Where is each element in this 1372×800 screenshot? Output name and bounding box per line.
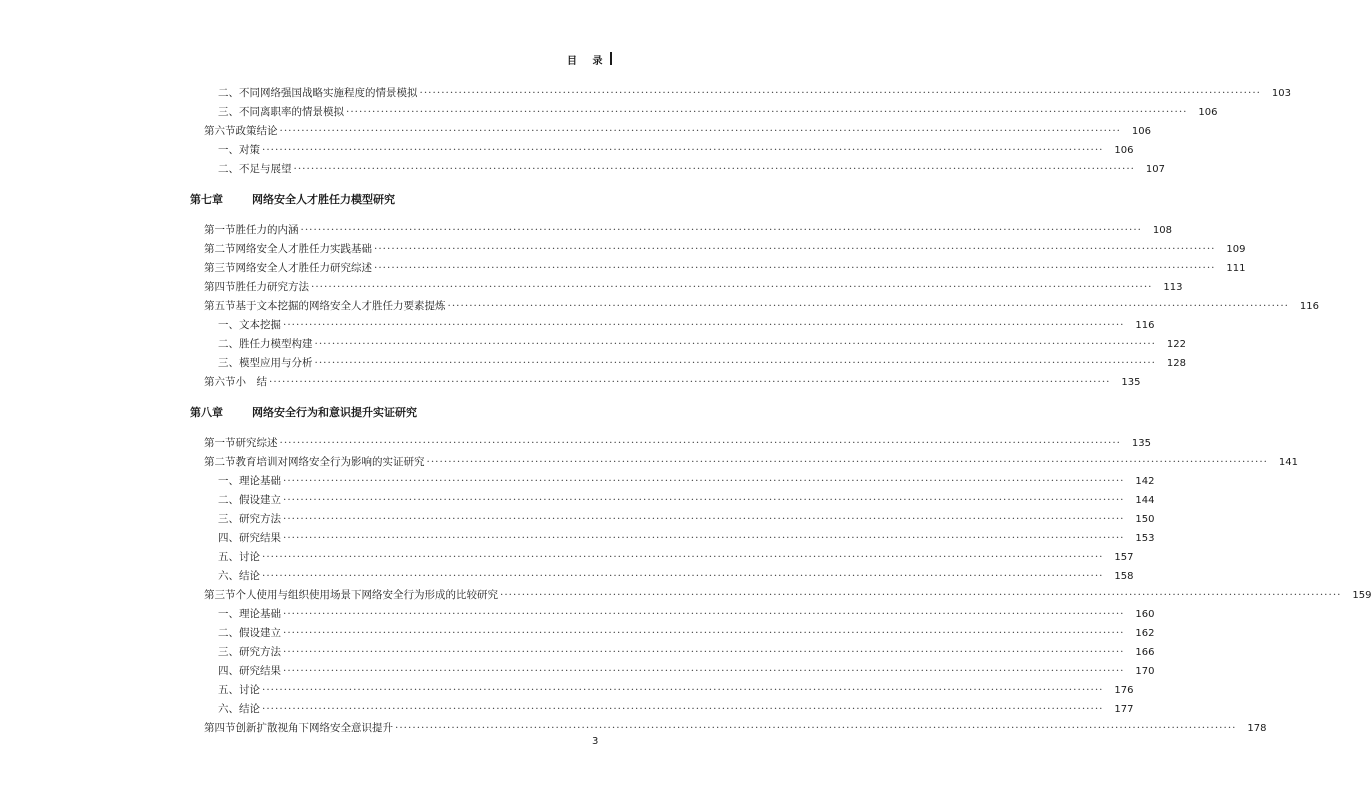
entry-page-number: 177 — [1114, 704, 1134, 715]
chapter-number: 第七章 — [190, 193, 223, 206]
toc-subsection-entry[interactable] — [190, 700, 1134, 719]
toc-subsection-entry[interactable] — [190, 548, 1134, 567]
entry-page-number: 160 — [1135, 609, 1155, 620]
entry-title: 五、讨论 — [218, 684, 260, 696]
toc-section-entry[interactable] — [190, 278, 1183, 297]
dot-leader — [280, 122, 1122, 141]
section-number: 第三节 — [204, 262, 236, 274]
dot-leader — [262, 567, 1104, 586]
entry-page-number: 153 — [1135, 533, 1155, 544]
toc-section-entry[interactable] — [190, 259, 1246, 278]
dot-leader — [262, 700, 1104, 719]
toc-subsection-entry[interactable] — [190, 681, 1134, 700]
dot-leader — [283, 605, 1125, 624]
running-head-title: 目 录 — [567, 56, 609, 67]
dot-leader — [283, 643, 1125, 662]
entry-title: 二、假设建立 — [218, 627, 281, 639]
entry-title: 一、文本挖掘 — [218, 319, 281, 331]
entry-title: 六、结论 — [218, 703, 260, 715]
entry-title: 政策结论 — [235, 125, 278, 137]
toc-subsection-entry[interactable] — [190, 605, 1155, 624]
section-number: 第四节 — [204, 281, 236, 293]
entry-page-number: 141 — [1278, 457, 1299, 468]
dot-leader — [280, 434, 1122, 453]
entry-title: 三、不同离职率的情景模拟 — [218, 106, 344, 118]
toc-subsection-entry[interactable] — [190, 624, 1155, 643]
entry-page-number: 157 — [1114, 552, 1134, 563]
section-number: 第二节 — [204, 243, 236, 255]
dot-leader — [315, 335, 1157, 354]
entry-page-number: 107 — [1145, 164, 1166, 175]
entry-page-number: 142 — [1135, 476, 1155, 487]
entry-title: 三、研究方法 — [218, 513, 281, 525]
toc-subsection-entry[interactable] — [190, 335, 1187, 354]
dot-leader — [262, 681, 1104, 700]
section-number: 第一节 — [204, 437, 236, 449]
page-number: 3 — [592, 736, 599, 747]
dot-leader — [283, 529, 1125, 548]
toc-section-entry[interactable] — [190, 240, 1246, 259]
entry-title: 网络安全人才胜任力实践基础 — [235, 243, 372, 255]
toc-subsection-entry[interactable] — [190, 643, 1155, 662]
entry-page-number: 176 — [1114, 685, 1134, 696]
toc-chapter-heading — [190, 179, 610, 221]
entry-title: 四、研究结果 — [218, 532, 281, 544]
entry-title: 创新扩散视角下网络安全意识提升 — [235, 722, 393, 734]
toc-subsection-entry[interactable] — [190, 662, 1155, 681]
dot-leader — [346, 103, 1188, 122]
entry-page-number: 128 — [1166, 358, 1187, 369]
entry-page-number: 103 — [1271, 88, 1292, 99]
chapter-title: 网络安全行为和意识提升实证研究 — [252, 406, 417, 419]
toc-subsection-entry[interactable] — [190, 491, 1155, 510]
entry-page-number: 113 — [1163, 282, 1183, 293]
toc-subsection-entry[interactable] — [190, 160, 1166, 179]
toc-subsection-entry[interactable] — [190, 529, 1155, 548]
section-number: 第六节 — [204, 376, 236, 388]
dot-leader — [262, 141, 1104, 160]
entry-page-number: 116 — [1299, 301, 1320, 312]
entry-page-number: 108 — [1152, 225, 1173, 236]
entry-page-number: 159 — [1352, 590, 1372, 601]
dot-leader — [283, 472, 1125, 491]
entry-title: 四、研究结果 — [218, 665, 281, 677]
entry-title: 个人使用与组织使用场景下网络安全行为形成的比较研究 — [235, 589, 498, 601]
dot-leader — [283, 491, 1125, 510]
entry-title: 六、结论 — [218, 570, 260, 582]
toc-section-entry[interactable] — [190, 373, 1141, 392]
dot-leader — [283, 316, 1125, 335]
dot-leader — [448, 297, 1290, 316]
entry-title: 二、不足与展望 — [218, 163, 292, 175]
toc-subsection-entry[interactable] — [190, 354, 1187, 373]
toc-section-entry[interactable] — [190, 586, 1372, 605]
dot-leader — [374, 240, 1216, 259]
entry-page-number: 106 — [1198, 107, 1218, 118]
entry-page-number: 106 — [1131, 126, 1152, 137]
entry-page-number: 170 — [1135, 666, 1155, 677]
entry-title: 二、假设建立 — [218, 494, 281, 506]
entry-page-number: 122 — [1166, 339, 1187, 350]
entry-page-number: 166 — [1135, 647, 1155, 658]
dot-leader — [294, 160, 1136, 179]
dot-leader — [311, 278, 1153, 297]
entry-page-number: 109 — [1226, 244, 1246, 255]
entry-title: 一、对策 — [218, 144, 260, 156]
toc-section-entry[interactable] — [190, 221, 1173, 240]
dot-leader — [283, 662, 1125, 681]
table-of-contents — [190, 84, 1372, 738]
entry-title: 教育培训对网络安全行为影响的实证研究 — [235, 456, 425, 468]
entry-page-number: 106 — [1114, 145, 1134, 156]
chapter-number: 第八章 — [190, 406, 223, 419]
entry-title: 三、模型应用与分析 — [218, 357, 313, 369]
toc-subsection-entry[interactable] — [190, 141, 1134, 160]
running-head — [0, 0, 800, 80]
section-number: 第一节 — [204, 224, 236, 236]
entry-page-number: 111 — [1226, 263, 1246, 274]
section-number: 第三节 — [204, 589, 236, 601]
entry-page-number: 135 — [1131, 438, 1152, 449]
toc-section-entry[interactable] — [190, 297, 1320, 316]
entry-title: 小 结 — [235, 376, 267, 388]
entry-title: 五、讨论 — [218, 551, 260, 563]
toc-chapter-heading — [190, 392, 610, 434]
dot-leader — [374, 259, 1216, 278]
toc-subsection-entry[interactable] — [190, 510, 1155, 529]
section-number: 第五节 — [204, 300, 236, 312]
entry-page-number: 116 — [1135, 320, 1155, 331]
dot-leader — [427, 453, 1269, 472]
section-number: 第四节 — [204, 722, 236, 734]
entry-title: 二、不同网络强国战略实施程度的情景模拟 — [218, 87, 418, 99]
chapter-title: 网络安全人才胜任力模型研究 — [252, 193, 395, 206]
entry-page-number: 135 — [1121, 377, 1141, 388]
dot-leader — [500, 586, 1342, 605]
entry-title: 二、胜任力模型构建 — [218, 338, 313, 350]
toc-section-entry[interactable] — [190, 434, 1152, 453]
entry-page-number: 178 — [1247, 723, 1267, 734]
dot-leader — [269, 373, 1111, 392]
dot-leader — [283, 510, 1125, 529]
entry-title: 基于文本挖掘的网络安全人才胜任力要素提炼 — [235, 300, 446, 312]
toc-subsection-entry[interactable] — [190, 84, 1292, 103]
toc-subsection-entry[interactable] — [190, 103, 1218, 122]
entry-page-number: 144 — [1135, 495, 1155, 506]
dot-leader — [283, 624, 1125, 643]
entry-title: 网络安全人才胜任力研究综述 — [235, 262, 372, 274]
dot-leader — [262, 548, 1104, 567]
entry-title: 胜任力研究方法 — [235, 281, 309, 293]
section-number: 第六节 — [204, 125, 236, 137]
dot-leader — [315, 354, 1157, 373]
entry-title: 研究综述 — [235, 437, 278, 449]
entry-title: 一、理论基础 — [218, 475, 281, 487]
running-head-bar — [610, 52, 612, 65]
entry-page-number: 158 — [1114, 571, 1134, 582]
entry-title: 三、研究方法 — [218, 646, 281, 658]
dot-leader — [301, 221, 1143, 240]
entry-title: 一、理论基础 — [218, 608, 281, 620]
entry-page-number: 150 — [1135, 514, 1155, 525]
dot-leader — [420, 84, 1262, 103]
dot-leader — [395, 719, 1237, 738]
toc-subsection-entry[interactable] — [190, 316, 1155, 335]
toc-section-entry[interactable] — [190, 719, 1267, 738]
toc-subsection-entry[interactable] — [190, 567, 1134, 586]
toc-section-entry[interactable] — [190, 122, 1152, 141]
entry-title: 胜任力的内涵 — [235, 224, 299, 236]
toc-subsection-entry[interactable] — [190, 472, 1155, 491]
section-number: 第二节 — [204, 456, 236, 468]
toc-section-entry[interactable] — [190, 453, 1299, 472]
entry-page-number: 162 — [1135, 628, 1155, 639]
